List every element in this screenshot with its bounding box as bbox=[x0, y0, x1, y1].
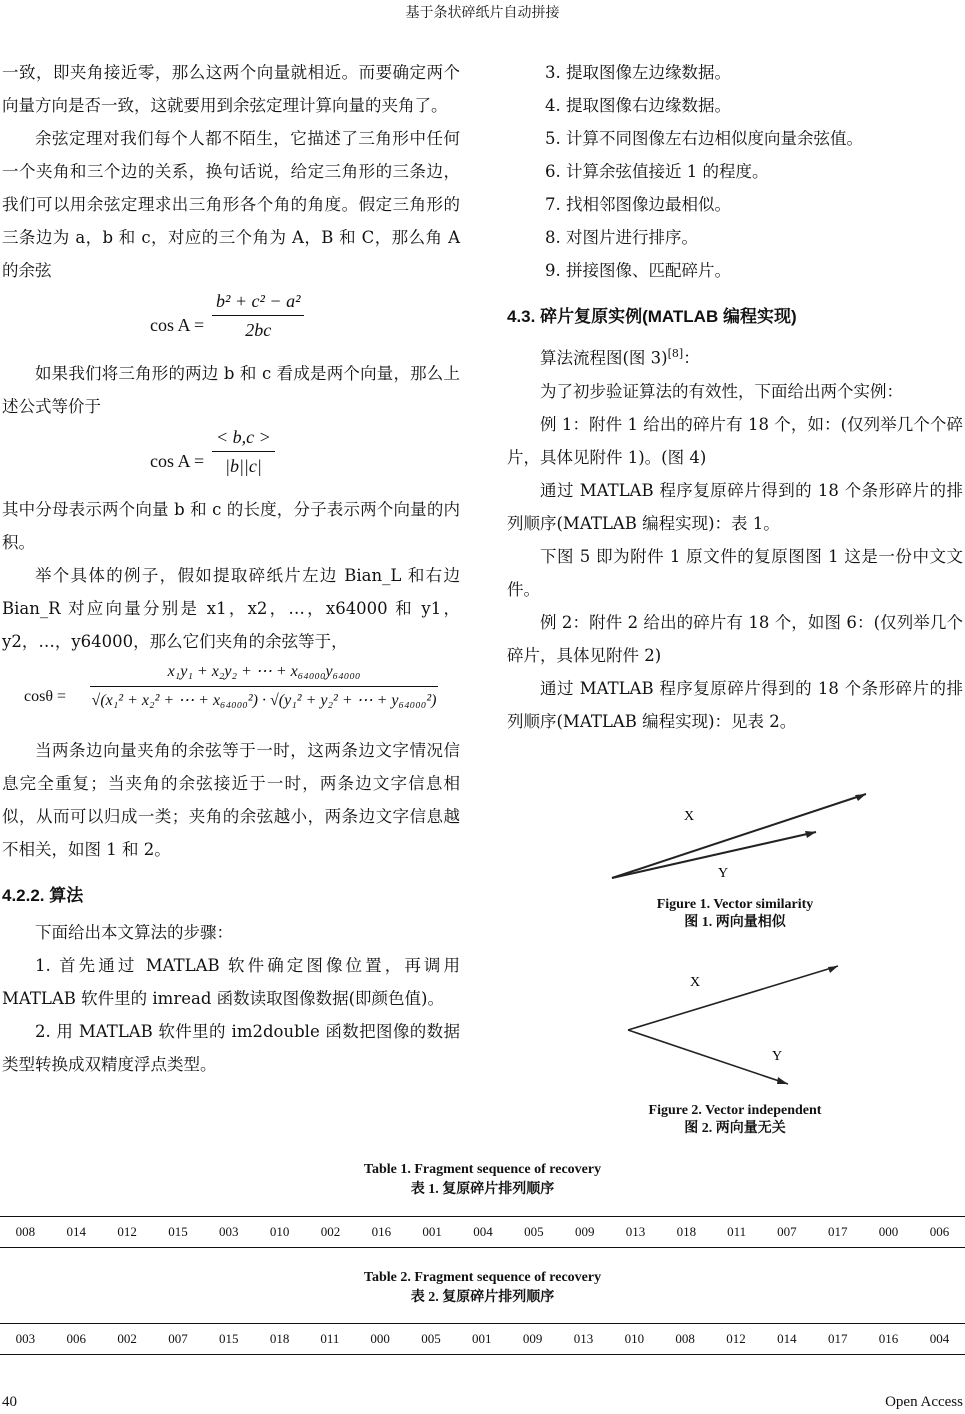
algorithm-steps-continued bbox=[507, 56, 963, 287]
equation-fraction bbox=[90, 658, 438, 715]
vector-x-label: X bbox=[690, 975, 701, 990]
section-heading: 4.3. 碎片复原实例(MATLAB 编程实现) bbox=[507, 307, 797, 326]
caption-en: Figure 1. Vector similarity bbox=[656, 897, 814, 912]
table-cell: 010 bbox=[254, 1217, 305, 1248]
table-cell: 012 bbox=[102, 1217, 153, 1248]
list-item: 4. 提取图像右边缘数据。 bbox=[545, 96, 731, 115]
table-cell: 005 bbox=[406, 1324, 457, 1355]
table-cell: 015 bbox=[153, 1217, 204, 1248]
paragraph: 当两条边向量夹角的余弦等于一时，这两条边文字情况信息完全重复；当夹角的余弦接近于一时，两条边文字信息相似，从而可以归成一类；夹角的余弦越小，两条边文字信息越不相关，如图 1 和 2。 bbox=[2, 741, 460, 859]
table-cell: 003 bbox=[0, 1324, 51, 1355]
list-item: 7. 找相邻图像边最相似。 bbox=[545, 195, 731, 214]
table-cell: 001 bbox=[456, 1324, 507, 1355]
equation-denominator: |b||c| bbox=[212, 451, 275, 480]
caption-zh: 表 1. 复原碎片排列顺序 bbox=[410, 1182, 555, 1197]
figure-vector-similarity bbox=[600, 786, 870, 886]
equation-fraction bbox=[212, 287, 304, 344]
paragraph-text: 算法流程图(图 3) bbox=[540, 348, 668, 368]
vector-x-label: X bbox=[684, 809, 695, 824]
caption-en: Table 2. Fragment sequence of recovery bbox=[363, 1270, 602, 1285]
arrowhead-icon bbox=[805, 831, 816, 838]
vector-y-line bbox=[612, 832, 816, 878]
page-number: 40 bbox=[2, 1394, 17, 1410]
table-cell: 011 bbox=[305, 1324, 355, 1355]
vector-x-line bbox=[628, 966, 838, 1030]
equation-numerator: b² + c² − a² bbox=[216, 291, 301, 311]
equation-cosine-law bbox=[2, 287, 460, 357]
paragraph: 例 2：附件 2 给出的碎片有 18 个，如图 6：(仅列举几个碎片，具体见附件 2) bbox=[507, 612, 963, 665]
list-item: 8. 对图片进行排序。 bbox=[545, 228, 698, 247]
table-cell: 007 bbox=[153, 1324, 204, 1355]
table-cell: 011 bbox=[712, 1217, 762, 1248]
table-row bbox=[0, 1217, 965, 1248]
list-item: 5. 计算不同图像左右边相似度向量余弦值。 bbox=[545, 129, 863, 148]
table-cell: 008 bbox=[0, 1217, 51, 1248]
vector-y-label: Y bbox=[718, 866, 729, 881]
table-cell: 015 bbox=[203, 1324, 254, 1355]
table-cell: 004 bbox=[458, 1217, 509, 1248]
figure-1-caption bbox=[560, 896, 910, 932]
table-cell: 005 bbox=[508, 1217, 559, 1248]
equation-numerator: x₁y₁ + x₂y₂ + ⋯ + x₆₄₀₀₀y₆₄₀₀₀ bbox=[167, 663, 361, 680]
caption-zh: 表 2. 复原碎片排列顺序 bbox=[410, 1290, 555, 1305]
figure-2-caption bbox=[560, 1102, 910, 1138]
table-cell: 006 bbox=[51, 1324, 102, 1355]
equation-denominator: 2bc bbox=[212, 315, 304, 344]
table-2-fragment-sequence bbox=[0, 1323, 965, 1355]
table-cell: 003 bbox=[203, 1217, 254, 1248]
list-item: 2. 用 MATLAB 软件里的 im2double 函数把图像的数据类型转换成双精度浮点类型。 bbox=[2, 1022, 460, 1074]
table-cell: 014 bbox=[761, 1324, 812, 1355]
table-cell: 010 bbox=[609, 1324, 660, 1355]
paragraph: 一致，即夹角接近零，那么这两个向量就相近。而要确定两个向量方向是否一致，这就要用到余弦定理计算向量的夹角了。 bbox=[2, 63, 460, 115]
equation-lhs: cos A = bbox=[150, 315, 205, 335]
caption-zh: 图 2. 两向量无关 bbox=[684, 1121, 786, 1136]
table-cell: 018 bbox=[661, 1217, 712, 1248]
algorithm-steps bbox=[2, 949, 460, 1081]
list-item: 6. 计算余弦值接近 1 的程度。 bbox=[545, 162, 769, 181]
paragraph: 通过 MATLAB 程序复原碎片得到的 18 个条形碎片的排列顺序(MATLAB 编程实现)：表 1。 bbox=[507, 480, 963, 533]
figure-vector-independent bbox=[622, 956, 848, 1090]
publisher-label: Open Access bbox=[885, 1394, 963, 1410]
vector-x-line bbox=[612, 794, 866, 878]
table-cell: 016 bbox=[356, 1217, 407, 1248]
paragraph-text: ： bbox=[683, 348, 700, 368]
equation-numerator: < b,c > bbox=[216, 427, 271, 447]
paragraph: 余弦定理对我们每个人都不陌生，它描述了三角形中任何一个夹角和三个边的关系，换句话说，给定三角形的三条边，我们可以用余弦定理求出三角形各个角的角度。假定三角形的三条边为 a，b 和 c，对应的三个角为 A，B 和 C，那么角 A 的余弦 bbox=[2, 129, 460, 280]
running-head: 基于条状碎纸片自动拼接 bbox=[405, 5, 560, 21]
table-cell: 012 bbox=[711, 1324, 762, 1355]
table-cell: 018 bbox=[254, 1324, 305, 1355]
table-cell: 009 bbox=[507, 1324, 558, 1355]
paragraph: 举个具体的例子，假如提取碎纸片左边 Bian_L 和右边 Bian_R 对应向量分别是 x1，x2，…，x64000 和 y1，y2，…，y64000，那么它们夹角的余弦等于， bbox=[2, 566, 460, 651]
list-item: 1. 首先通过 MATLAB 软件确定图像位置，再调用 MATLAB 软件里的 imread 函数读取图像数据(即颜色值)。 bbox=[2, 956, 460, 1008]
table-cell: 013 bbox=[558, 1324, 609, 1355]
table-cell: 000 bbox=[355, 1324, 406, 1355]
caption-en: Table 1. Fragment sequence of recovery bbox=[363, 1162, 602, 1177]
equation-cos-theta bbox=[2, 658, 460, 734]
table-1-caption bbox=[0, 1160, 965, 1200]
table-cell: 008 bbox=[660, 1324, 711, 1355]
paragraph bbox=[507, 337, 963, 375]
right-column bbox=[507, 56, 963, 738]
arrowhead-icon bbox=[777, 1077, 788, 1084]
table-cell: 001 bbox=[407, 1217, 458, 1248]
table-cell: 004 bbox=[914, 1324, 965, 1355]
vector-y-label: Y bbox=[772, 1049, 783, 1064]
paragraph: 例 1：附件 1 给出的碎片有 18 个，如：(仅列举几个个碎片，具体见附件 1)。(图 4) bbox=[507, 414, 963, 467]
table-row bbox=[0, 1324, 965, 1355]
left-column bbox=[2, 56, 460, 1081]
table-cell: 013 bbox=[610, 1217, 661, 1248]
table-cell: 002 bbox=[305, 1217, 356, 1248]
table-cell: 017 bbox=[812, 1324, 863, 1355]
equation-denominator: √(x₁² + x₂² + ⋯ + x₆₄₀₀₀²) · √(y₁² + y₂² + ⋯ + y₆₄₀₀₀²) bbox=[90, 686, 438, 715]
list-item: 9. 拼接图像、匹配碎片。 bbox=[545, 261, 731, 280]
caption-zh: 图 1. 两向量相似 bbox=[684, 915, 786, 930]
citation-ref: [8] bbox=[667, 347, 684, 360]
equation-lhs: cos A = bbox=[150, 451, 205, 471]
equation-fraction bbox=[212, 423, 275, 480]
vector-y-line bbox=[628, 1030, 788, 1084]
table-cell: 007 bbox=[761, 1217, 812, 1248]
table-cell: 017 bbox=[812, 1217, 863, 1248]
paragraph: 下图 5 即为附件 1 原文件的复原图图 1 这是一份中文文件。 bbox=[507, 546, 963, 599]
arrowhead-icon bbox=[828, 966, 838, 973]
table-cell: 014 bbox=[51, 1217, 102, 1248]
paragraph: 下面给出本文算法的步骤： bbox=[35, 923, 233, 942]
section-heading: 4.2.2. 算法 bbox=[2, 886, 84, 905]
paragraph: 其中分母表示两个向量 b 和 c 的长度，分子表示两个向量的内积。 bbox=[2, 500, 460, 552]
list-item: 3. 提取图像左边缘数据。 bbox=[545, 63, 731, 82]
table-cell: 009 bbox=[559, 1217, 610, 1248]
paragraph: 为了初步验证算法的有效性，下面给出两个实例： bbox=[540, 381, 903, 401]
paragraph: 通过 MATLAB 程序复原碎片得到的 18 个条形碎片的排列顺序(MATLAB 编程实现)：见表 2。 bbox=[507, 678, 963, 731]
equation-vector-cosine bbox=[2, 423, 460, 493]
equation-lhs: cosθ = bbox=[24, 688, 67, 705]
caption-en: Figure 2. Vector independent bbox=[648, 1103, 822, 1118]
table-1-fragment-sequence bbox=[0, 1216, 965, 1248]
paragraph: 如果我们将三角形的两边 b 和 c 看成是两个向量，那么上述公式等价于 bbox=[2, 364, 460, 416]
table-cell: 016 bbox=[863, 1324, 914, 1355]
table-cell: 006 bbox=[914, 1217, 965, 1248]
table-2-caption bbox=[0, 1268, 965, 1308]
arrowhead-icon bbox=[855, 794, 866, 801]
table-cell: 002 bbox=[102, 1324, 153, 1355]
table-cell: 000 bbox=[863, 1217, 914, 1248]
